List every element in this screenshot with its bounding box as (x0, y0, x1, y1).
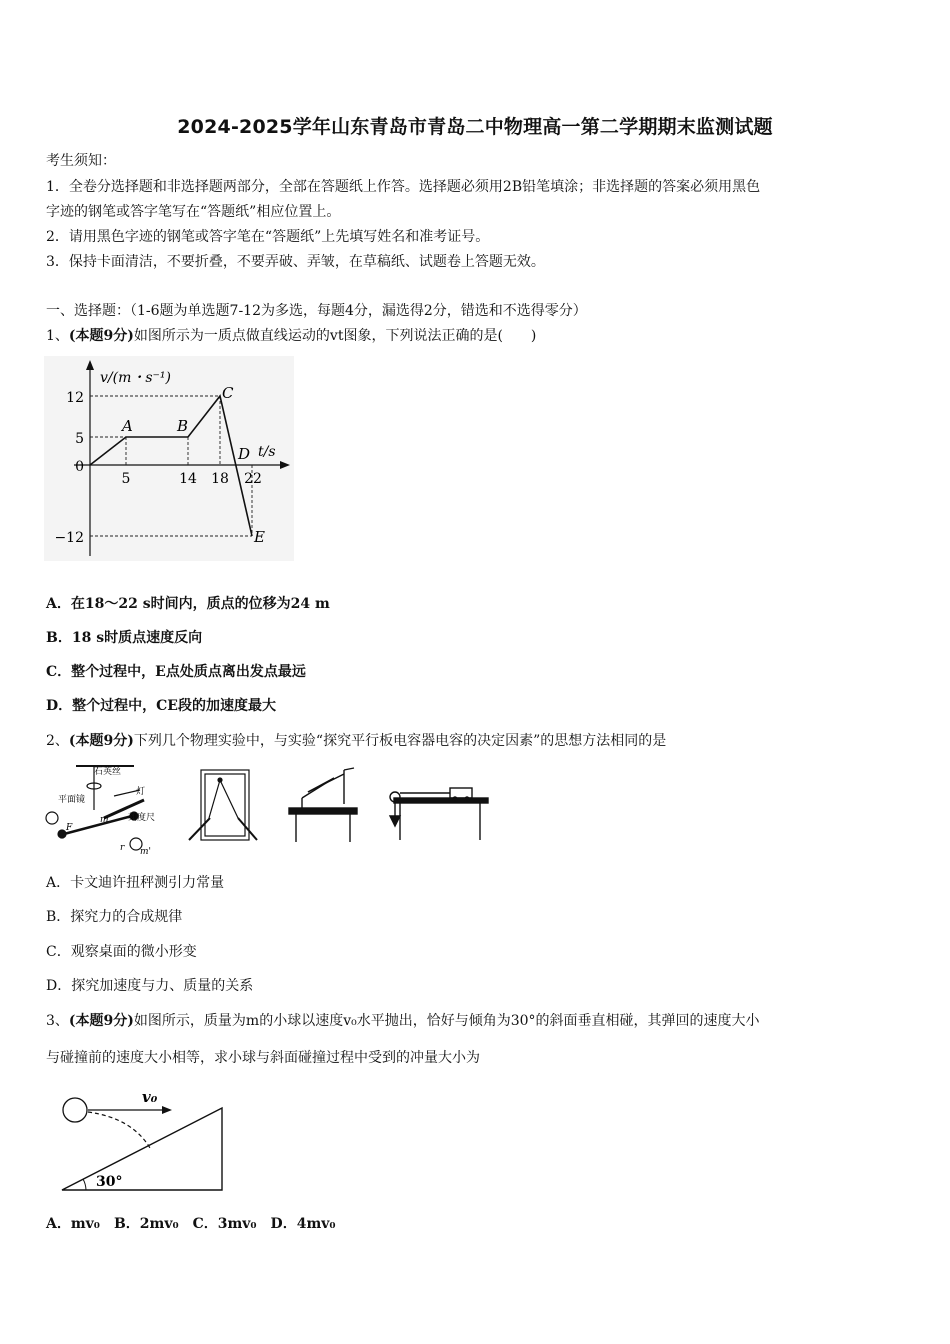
x-tick-18: 18 (211, 471, 229, 487)
y-axis-label: v/(m・s⁻¹) (100, 370, 172, 386)
q2-option-c: C．观察桌面的微小形变 (46, 944, 197, 960)
label-quartz-fiber: 石英丝 (94, 767, 122, 777)
q1-option-d: D．整个过程中，CE段的加速度最大 (46, 698, 276, 714)
point-e-label: E (254, 528, 265, 546)
question-tag: (本题9分) (68, 328, 134, 344)
cart-experiment-figure (390, 788, 488, 840)
question-stem: 下列几个物理实验中，与实验“探究平行板电容器电容的决定因素”的思想方法相同的是 (133, 733, 667, 749)
label-mirror: 平面镜 (58, 795, 86, 805)
label-lamp: 灯 (136, 787, 146, 797)
x-tick-22: 22 (244, 471, 262, 487)
q2-option-d: D．探究加速度与力、质量的关系 (46, 978, 254, 994)
point-d-label: D (238, 445, 251, 463)
velocity-label: v₀ (142, 1088, 158, 1106)
question-3-continued: 与碰撞前的速度大小相等，求小球与斜面碰撞过程中受到的冲量大小为 (46, 1050, 480, 1066)
point-b-label: B (177, 417, 189, 435)
y-tick-5: 5 (75, 431, 84, 447)
question-stem: 如图所示为一质点做直线运动的vt图象，下列说法正确的是( ) (133, 328, 537, 344)
question-number: 3、 (46, 1013, 69, 1029)
section-heading: 一、选择题：（1-6题为单选题7-12为多选，每题4分，漏选得2分，错选和不选得零分） (46, 303, 587, 319)
trajectory (88, 1112, 150, 1148)
experiment-figures (44, 760, 494, 860)
angle-label: 30° (96, 1174, 123, 1190)
question-number: 1、 (46, 328, 69, 344)
label-ruler: 刻度尺 (128, 813, 156, 823)
x-tick-14: 14 (179, 471, 197, 487)
notice-item-2: 2．请用黑色字迹的钢笔或答字笔在“答题纸”上先填写姓名和准考证号。 (46, 229, 490, 245)
question-tag: (本题9分) (68, 1013, 134, 1029)
point-c-label: C (222, 384, 234, 402)
torsion-balance-figure (46, 766, 144, 850)
force-composition-figure (189, 770, 257, 840)
label-m-prime: m' (140, 847, 152, 857)
question-number: 2、 (46, 733, 69, 749)
notice-item-1a: 1．全卷分选择题和非选择题两部分，全部在答题纸上作答。选择题必须用2B铅笔填涂；非选择题的答案必须用黑色 (46, 179, 761, 195)
q3-options: A．mv₀ B．2mv₀ C．3mv₀ D．4mv₀ (46, 1216, 336, 1232)
y-tick-0: 0 (75, 459, 84, 475)
question-tag: (本题9分) (68, 733, 134, 749)
notice-item-1b: 字迹的钢笔或答字笔写在“答题纸”相应位置上。 (46, 204, 341, 220)
question-stem-a: 如图所示，质量为m的小球以速度v₀水平抛出，恰好与倾角为30°的斜面垂直相碰，其弹回的速度大小 (133, 1013, 760, 1029)
q1-option-c: C．整个过程中，E点处质点离出发点最远 (46, 664, 306, 680)
label-r: r (120, 843, 125, 853)
page-title: 2024-2025学年山东青岛市青岛二中物理高一第二学期期末监测试题 (177, 116, 773, 138)
q1-option-b: B．18 s时质点速度反向 (46, 630, 203, 646)
x-axis-label: t/s (258, 444, 276, 460)
question-1 (46, 326, 536, 346)
q2-option-b: B．探究力的合成规律 (46, 909, 183, 925)
label-m: m (100, 815, 109, 825)
incline (62, 1108, 222, 1190)
table-deformation-figure (289, 768, 357, 842)
q1-option-a: A．在18～22 s时间内，质点的位移为24 m (46, 596, 330, 612)
incline-figure (46, 1082, 236, 1198)
point-a-label: A (122, 417, 133, 435)
y-tick-neg12: −12 (54, 530, 84, 546)
ball (63, 1098, 87, 1122)
notice-heading: 考生须知： (46, 153, 116, 169)
label-f: F (66, 823, 73, 833)
vt-graph (44, 356, 294, 561)
notice-item-3: 3．保持卡面清洁，不要折叠，不要弄破、弄皱，在草稿纸、试题卷上答题无效。 (46, 254, 545, 270)
question-2 (46, 731, 666, 751)
question-3 (46, 1011, 760, 1031)
y-tick-12: 12 (66, 390, 84, 406)
q2-option-a: A．卡文迪许扭秤测引力常量 (46, 875, 225, 891)
x-tick-5: 5 (121, 471, 131, 487)
